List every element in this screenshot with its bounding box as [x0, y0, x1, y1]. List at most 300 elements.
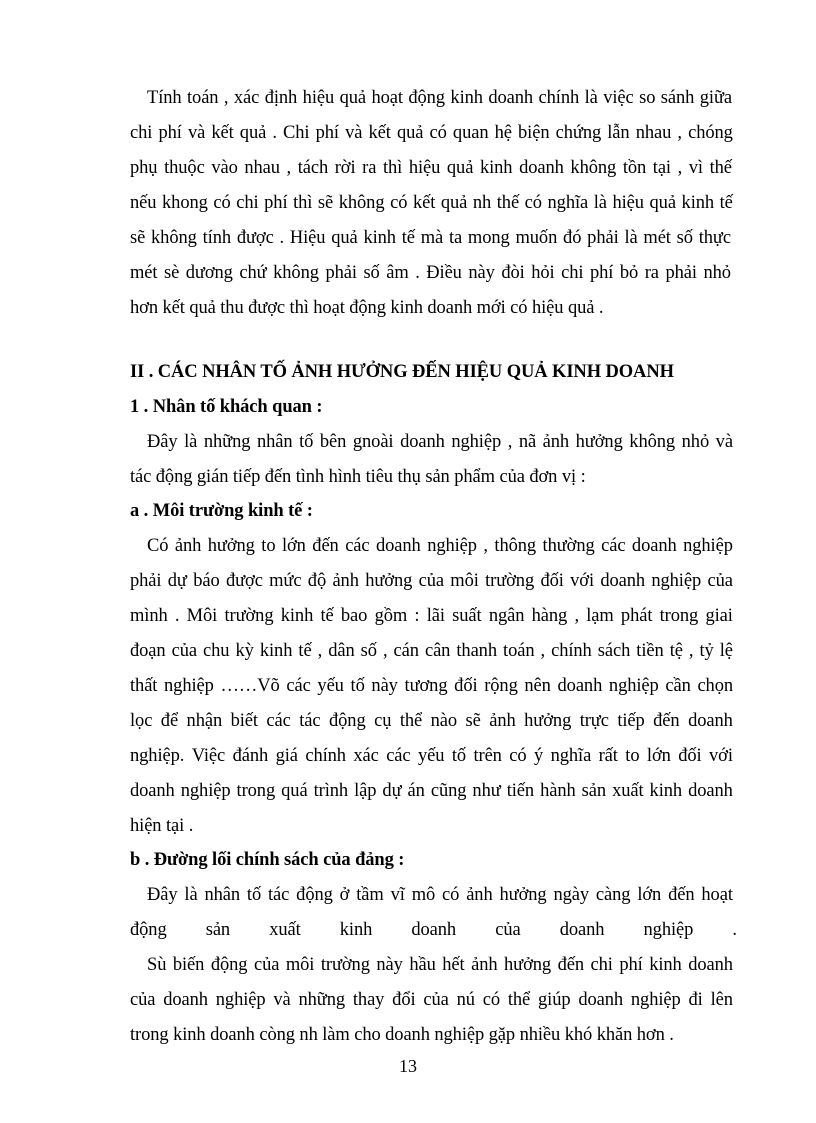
word: tố: [246, 885, 262, 905]
word: gồm: [374, 606, 408, 626]
word: ảnh: [489, 711, 516, 731]
word: này: [468, 263, 495, 283]
word: nghiệp: [215, 990, 266, 1010]
word: rời: [334, 158, 356, 178]
word: kinh: [649, 955, 682, 975]
word: phải: [587, 228, 619, 248]
paragraph-line: [130, 744, 733, 768]
word: trong: [236, 781, 276, 801]
word: giúp: [538, 990, 571, 1010]
word: Tính: [147, 88, 182, 108]
word: hưởng: [575, 432, 623, 452]
word: .: [415, 263, 420, 283]
word: nghiệp: [651, 571, 702, 591]
word: nh: [472, 193, 492, 213]
word: vĩ: [390, 885, 405, 905]
word: tế: [320, 606, 334, 626]
word: quả: [446, 158, 474, 178]
word: là: [593, 193, 607, 213]
word: thay: [352, 990, 385, 1010]
subsection-heading: b . Đường lối chính sách của đảng :: [130, 850, 405, 870]
word: dự: [167, 571, 187, 591]
word: rất: [598, 746, 618, 766]
word: quá: [281, 781, 308, 801]
word: lập: [354, 781, 377, 801]
paragraph-line: [147, 883, 733, 907]
word: của: [130, 990, 156, 1010]
word: tiền: [636, 641, 664, 661]
word: của: [423, 990, 449, 1010]
paragraph-line-spread: [130, 918, 737, 942]
word: .: [279, 228, 285, 248]
word: tại: [652, 158, 671, 178]
word: là: [584, 88, 598, 108]
word: kỳ: [235, 641, 254, 661]
word: với: [709, 746, 733, 766]
word: không: [629, 432, 676, 452]
word: ra: [644, 263, 659, 283]
word: Chi: [283, 123, 310, 143]
word: nghiệp.: [130, 746, 185, 766]
word: ,: [483, 536, 488, 556]
word: nghĩa: [550, 746, 592, 766]
word: nú: [456, 990, 475, 1010]
paragraph-line: [130, 674, 733, 698]
word: hầu: [409, 955, 436, 975]
word: đi: [688, 990, 703, 1010]
word: hưởng: [499, 885, 547, 905]
word: hết: [442, 955, 465, 975]
word: chi: [236, 193, 259, 213]
word: báo: [193, 571, 220, 591]
word: động: [408, 88, 445, 108]
word: lãi: [426, 606, 445, 626]
word: sánh: [660, 88, 695, 108]
word: quả: [440, 193, 468, 213]
word: có: [442, 885, 460, 905]
word: là: [184, 432, 198, 452]
word: đến: [668, 885, 695, 905]
word: hiệu: [612, 193, 644, 213]
word: và: [345, 123, 363, 143]
word: hoạt: [371, 88, 403, 108]
word: kinh: [450, 88, 483, 108]
word: chi: [590, 955, 613, 975]
word: ,: [286, 158, 292, 178]
word: sẽ: [317, 193, 334, 213]
word: kinh: [681, 193, 715, 213]
word: to: [625, 746, 640, 766]
word: nghiệp: [427, 536, 477, 556]
word: với: [570, 571, 594, 591]
word: ,: [677, 123, 682, 143]
word: lên: [710, 990, 733, 1010]
word: phí: [158, 123, 182, 143]
word: hành: [540, 781, 576, 801]
word: doanh: [578, 990, 624, 1010]
word: ngân: [488, 606, 525, 626]
word: thuộc: [164, 158, 205, 178]
word: bỏ: [619, 263, 639, 283]
word: của: [707, 571, 733, 591]
word: đòi: [501, 263, 525, 283]
word: nhỏ: [703, 263, 731, 283]
word: nghiệp: [451, 432, 502, 452]
word: tỷ: [699, 641, 714, 661]
word: thì: [293, 193, 313, 213]
word: đó: [563, 228, 582, 248]
word: càng: [595, 885, 631, 905]
word: ,: [223, 88, 229, 108]
word: giai: [705, 606, 733, 626]
word: đoạn: [130, 641, 166, 661]
word: Hiệu: [289, 228, 326, 248]
word: kết: [412, 193, 436, 213]
word: của: [171, 641, 197, 661]
word: trực: [579, 711, 609, 731]
word: bao: [340, 606, 368, 626]
word: lẫn: [607, 123, 630, 143]
word: bên: [319, 432, 347, 452]
word: :: [414, 606, 420, 626]
word: tế: [401, 228, 415, 248]
word: nhau: [244, 158, 280, 178]
word: lớn: [281, 536, 306, 556]
word: sản: [205, 920, 231, 940]
word: nghiệp: [180, 781, 231, 801]
word: đổi: [392, 990, 416, 1010]
word: sè: [164, 263, 180, 283]
word: tệ: [669, 641, 683, 661]
word: tách: [297, 158, 329, 178]
word: trong: [659, 606, 699, 626]
paragraph-line: [130, 156, 732, 180]
word: ,: [688, 641, 694, 661]
word: tồn: [622, 158, 647, 178]
word: và: [187, 123, 206, 143]
word: mét: [130, 263, 158, 283]
word: những: [203, 432, 251, 452]
word: doanh: [400, 432, 445, 452]
word: phải: [665, 263, 697, 283]
word: động: [329, 711, 366, 731]
word: là: [624, 228, 638, 248]
word: toán: [503, 641, 535, 661]
word: được: [225, 571, 263, 591]
word: án: [407, 781, 425, 801]
paragraph-line: [130, 191, 733, 215]
word: các: [386, 746, 411, 766]
word: các: [266, 711, 291, 731]
word: của: [418, 571, 444, 591]
word: dự: [382, 781, 402, 801]
word: nhỏ: [681, 432, 710, 452]
word: cán: [393, 641, 419, 661]
word: ý: [533, 746, 544, 766]
word: Môi: [186, 606, 218, 626]
word: có: [390, 193, 408, 213]
word: mà: [420, 228, 444, 248]
word: việc: [603, 88, 634, 108]
page-number: 13: [399, 1056, 417, 1076]
word: sẽ: [465, 711, 481, 731]
subsection-heading: a . Môi trường kinh tế :: [130, 501, 313, 521]
word: thực: [698, 228, 731, 248]
word: kinh: [479, 158, 513, 178]
word: tiếp: [617, 711, 645, 731]
word: như: [472, 781, 501, 801]
word: .: [174, 606, 180, 626]
word: ,: [540, 641, 546, 661]
paragraph-line: tác động gián tiếp đến tình hình tiêu thụ sản phẩm của đơn vị :: [130, 467, 586, 487]
word: biến: [172, 955, 205, 975]
word: biết: [230, 711, 258, 731]
word: thất: [130, 676, 158, 696]
paragraph-line: [130, 569, 733, 593]
word: hưởng: [365, 571, 413, 591]
word: doanh: [411, 920, 457, 940]
word: chính: [538, 88, 580, 108]
word: cân: [424, 641, 451, 661]
paragraph-line: [130, 121, 733, 145]
word: doanh: [130, 781, 175, 801]
word: phí: [619, 955, 643, 975]
word: âm: [386, 263, 409, 283]
word: những: [298, 990, 346, 1010]
word: Đây: [147, 885, 178, 905]
word: đánh: [232, 746, 269, 766]
paragraph-line: [130, 604, 733, 628]
word: Đây: [147, 432, 178, 452]
word: ra: [362, 158, 377, 178]
word: quả: [331, 228, 358, 248]
paragraph-line: hiện tại .: [130, 816, 194, 836]
word: để: [160, 711, 179, 731]
word: ,: [677, 158, 683, 178]
word: nghiệp: [683, 536, 733, 556]
word: thanh: [456, 641, 497, 661]
word: tương: [404, 676, 448, 696]
paragraph-line: [147, 534, 733, 558]
word: vì: [688, 158, 703, 178]
word: rộng: [484, 676, 518, 696]
word: quả: [339, 88, 366, 108]
word: của: [253, 955, 280, 975]
word: doanh: [559, 920, 605, 940]
word: đến: [557, 955, 585, 975]
word: kinh: [649, 781, 683, 801]
word: quả: [396, 123, 424, 143]
word: xác: [353, 746, 379, 766]
paragraph-line: [147, 430, 733, 454]
word: doanh: [600, 571, 646, 591]
word: ,: [317, 641, 323, 661]
paragraph-line: [130, 261, 731, 285]
word: kinh: [259, 641, 293, 661]
word: muốn: [515, 228, 558, 248]
word: chọn: [697, 676, 733, 696]
word: suất: [452, 606, 482, 626]
word: phí: [315, 123, 339, 143]
word: nhau: [635, 123, 672, 143]
word: tác: [299, 711, 321, 731]
word: chi: [130, 123, 153, 143]
word: trên: [473, 746, 502, 766]
word: ,: [574, 606, 579, 626]
word: phát: [620, 606, 653, 626]
word: là: [184, 885, 198, 905]
word: có: [524, 193, 542, 213]
word: của: [495, 920, 521, 940]
word: số: [676, 228, 693, 248]
word: tố: [299, 432, 314, 452]
word: trình: [313, 781, 349, 801]
word: nghiệp: [164, 676, 214, 696]
word: số: [360, 641, 377, 661]
word: ảnh: [332, 571, 359, 591]
word: ảnh: [466, 885, 493, 905]
word: được: [236, 228, 274, 248]
word: môi: [450, 571, 479, 591]
word: thường: [542, 536, 595, 556]
word: nghiệp: [643, 920, 694, 940]
word: ảnh: [471, 955, 498, 975]
word: nhân: [204, 885, 241, 905]
subsection-heading: 1 . Nhân tố khách quan :: [130, 397, 323, 417]
word: ở: [339, 885, 350, 905]
word: .: [732, 920, 737, 940]
word: trường: [320, 955, 370, 975]
word: phụ: [130, 158, 158, 178]
word: các: [601, 536, 626, 556]
word: chính: [551, 641, 592, 661]
word: hiệu: [408, 158, 441, 178]
word: .: [272, 123, 277, 143]
word: doanh: [163, 990, 208, 1010]
word: hệ: [494, 123, 512, 143]
word: ,: [382, 641, 388, 661]
word: ta: [448, 228, 463, 248]
word: Sù: [147, 955, 167, 975]
word: hiệu: [302, 88, 335, 108]
word: nghĩa: [547, 193, 589, 213]
word: hưởng: [504, 955, 552, 975]
word: hàng: [531, 606, 568, 626]
word: giá: [275, 746, 298, 766]
word: toán: [187, 88, 219, 108]
word: mô: [411, 885, 436, 905]
word: quả: [239, 123, 267, 143]
word: dân: [328, 641, 355, 661]
word: này: [376, 955, 403, 975]
word: phải: [325, 263, 357, 283]
word: tố: [451, 746, 467, 766]
paragraph-line: [147, 86, 732, 110]
word: nã: [518, 432, 537, 452]
word: tiến: [506, 781, 535, 801]
word: yếu: [417, 746, 445, 766]
word: lớn: [646, 746, 671, 766]
word: yếu: [317, 676, 344, 696]
paragraph-line: [130, 639, 733, 663]
word: cũng: [430, 781, 467, 801]
word: này: [371, 676, 398, 696]
paragraph-line: [130, 779, 733, 803]
word: không: [273, 263, 319, 283]
word: Có: [147, 536, 169, 556]
word: chóng: [688, 123, 733, 143]
word: đối: [678, 746, 702, 766]
word: có: [429, 123, 447, 143]
word: kết: [368, 123, 391, 143]
paragraph-line: [147, 953, 733, 977]
word: kinh: [363, 228, 396, 248]
word: và: [715, 432, 733, 452]
word: ,: [507, 432, 513, 452]
word: động: [130, 920, 167, 940]
word: nên: [524, 676, 551, 696]
word: thì: [382, 158, 403, 178]
paragraph-line: [130, 226, 731, 250]
word: chi: [561, 263, 584, 283]
word: hỏi: [531, 263, 555, 283]
word: nghiệp: [608, 676, 659, 696]
word: ảnh: [542, 432, 570, 452]
paragraph-line: [130, 709, 733, 733]
word: ……Võ: [220, 676, 280, 696]
word: các: [286, 676, 311, 696]
word: và: [273, 990, 291, 1010]
word: chính: [305, 746, 346, 766]
word: tế: [298, 641, 312, 661]
word: xác: [233, 88, 260, 108]
word: lớn: [637, 885, 662, 905]
word: động: [296, 885, 333, 905]
word: không: [338, 193, 385, 213]
word: đối: [540, 571, 564, 591]
word: vào: [211, 158, 238, 178]
word: thế: [496, 193, 520, 213]
word: tác: [268, 885, 290, 905]
word: thể: [507, 990, 531, 1010]
word: biện: [518, 123, 550, 143]
word: không: [570, 158, 617, 178]
paragraph-line: hơn kết quả thu được thì hoạt động kinh doanh mới có hiệu quả .: [130, 298, 604, 318]
word: so: [639, 88, 656, 108]
word: đến: [653, 711, 680, 731]
word: doanh: [688, 711, 733, 731]
word: Việc: [191, 746, 226, 766]
word: tố: [350, 676, 365, 696]
word: tính: [202, 228, 231, 248]
word: thế: [709, 158, 732, 178]
word: lọc: [130, 711, 153, 731]
word: các: [345, 536, 370, 556]
section-heading: II . CÁC NHÂN TỐ ẢNH HƯỞNG ĐẾN HIỆU QUẢ KINH DOANH: [130, 362, 674, 382]
word: nếu: [130, 193, 157, 213]
word: mét: [643, 228, 671, 248]
word: kinh: [280, 606, 314, 626]
word: tầm: [356, 885, 384, 905]
word: hưởng: [207, 536, 255, 556]
word: phí: [589, 263, 614, 283]
word: môi: [285, 955, 315, 975]
word: doanh: [631, 536, 677, 556]
word: gnoài: [352, 432, 394, 452]
word: khong: [162, 193, 208, 213]
word: nhận: [186, 711, 223, 731]
word: chứng: [555, 123, 602, 143]
